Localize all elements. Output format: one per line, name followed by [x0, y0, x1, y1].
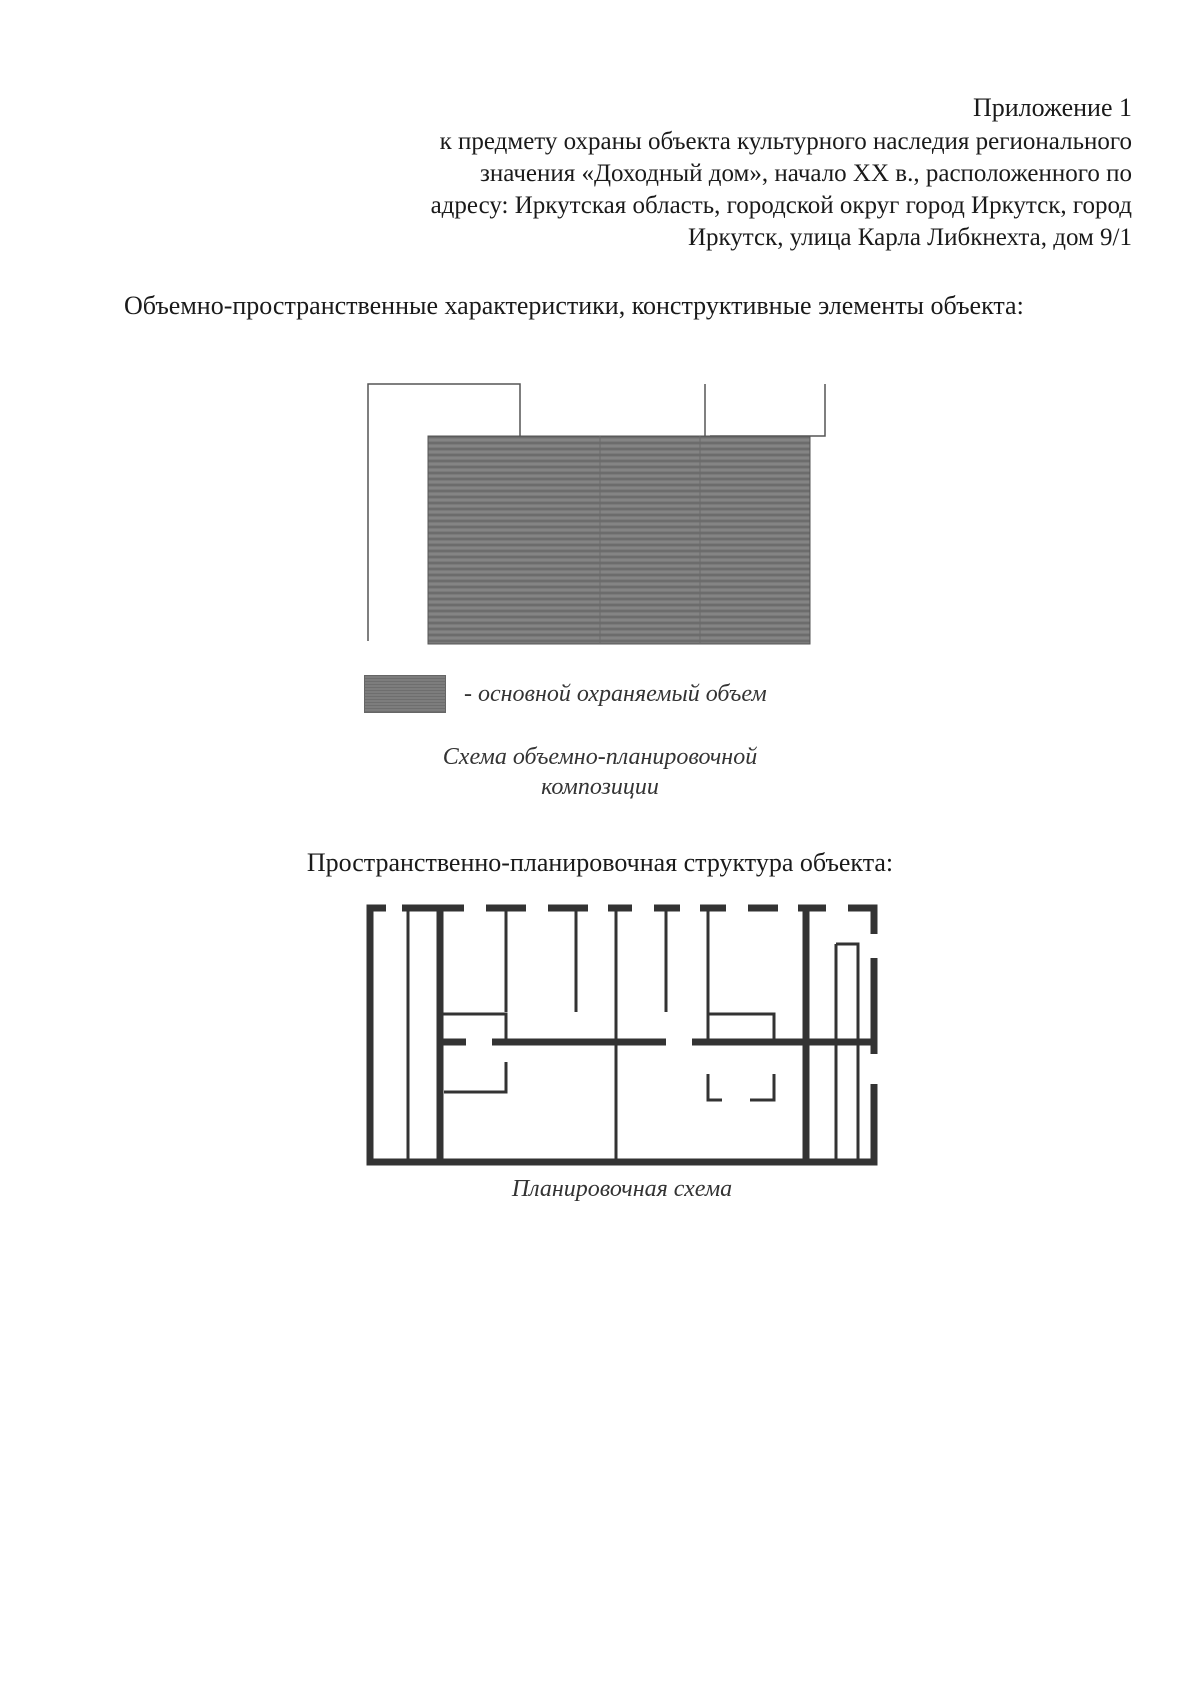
volume-section-heading: Объемно-пространственные характеристики, конструктивные элементы объекта: [124, 291, 1024, 320]
protected-volume [428, 436, 810, 644]
appendix-line: к предмету охраны объекта культурного наследия регионального [439, 128, 1132, 155]
plan-section-heading: Пространственно-планировочная структура объекта: [306, 848, 894, 877]
appendix-line: значения «Доходный дом», начало XX в., расположенного по [479, 160, 1132, 187]
caption-line: Схема объемно-планировочной [442, 744, 758, 770]
legend-swatch [364, 675, 446, 713]
appendix-header [272, 92, 1132, 254]
volume-scheme-diagram [360, 376, 870, 656]
caption-line: композиции [541, 774, 659, 800]
appendix-title: Приложение 1 [972, 93, 1132, 122]
volume-scheme-caption [400, 742, 800, 802]
appendix-line: Иркутск, улица Карла Либкнехта, дом 9/1 [687, 224, 1132, 251]
neighbor-building-outline-right [710, 384, 825, 436]
outer-wall [370, 908, 874, 1162]
floor-plan-diagram [366, 904, 878, 1166]
floor-plan-caption: Планировочная схема [511, 1176, 733, 1202]
legend-label: - основной охраняемый объем [464, 680, 767, 707]
appendix-line: адресу: Иркутская область, городской округ город Иркутск, город [430, 192, 1132, 219]
legend [364, 675, 767, 713]
